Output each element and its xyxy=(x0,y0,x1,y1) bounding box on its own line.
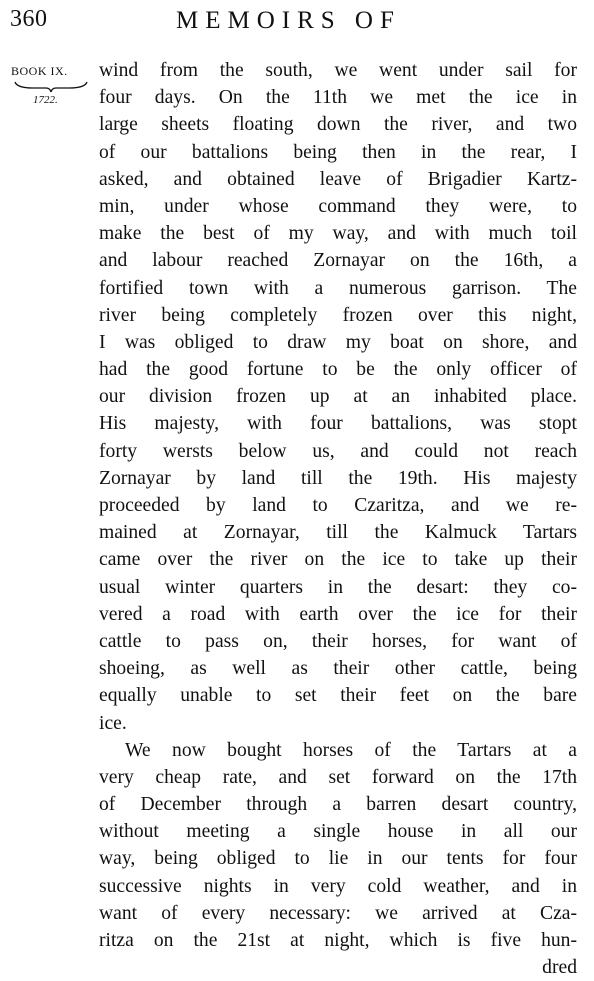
text-line: equally unable to set their feet on the bare xyxy=(99,685,577,707)
text-line: four days. On the 11th we met the ice in xyxy=(99,87,577,109)
body-text xyxy=(99,57,577,981)
running-title: MEMOIRS OF xyxy=(176,7,401,34)
margin-note xyxy=(11,64,93,106)
text-line: came over the river on the ice to take up their xyxy=(99,549,577,571)
text-line-paragraph-start: We now bought horses of the Tartars at a xyxy=(125,739,577,761)
text-line: wind from the south, we went under sail for xyxy=(99,60,577,81)
text-line-paragraph-end: ice. xyxy=(99,712,127,734)
text-line: I was obliged to draw my boat on shore, and xyxy=(99,331,577,353)
brace-ornament xyxy=(13,80,89,94)
text-line: our division frozen up at an inhabited place. xyxy=(99,386,577,408)
text-line: proceeded by land to Czaritza, and we re- xyxy=(99,495,577,516)
text-line: successive nights in very cold weather, and in xyxy=(99,875,577,897)
book-label: BOOK IX. xyxy=(11,64,68,78)
text-line: had the good fortune to be the only officer of xyxy=(99,359,577,381)
text-line: forty wersts below us, and could not reach xyxy=(99,440,577,462)
text-line: large sheets floating down the river, and two xyxy=(99,114,577,136)
text-line: mained at Zornayar, till the Kalmuck Tartars xyxy=(99,522,577,544)
text-line: river being completely frozen over this night, xyxy=(99,304,577,326)
text-line: without meeting a single house in all our xyxy=(99,821,577,843)
text-line: and labour reached Zornayar on the 16th, a xyxy=(99,250,577,272)
text-line: of our battalions being then in the rear, I xyxy=(99,141,577,163)
text-line: fortified town with a numerous garrison. The xyxy=(99,277,577,299)
text-line: min, under whose command they were, to xyxy=(99,195,577,217)
text-line: usual winter quarters in the desart: they co- xyxy=(99,576,577,598)
text-line: way, being obliged to lie in our tents for four xyxy=(99,848,577,870)
page-number: 360 xyxy=(10,6,48,32)
margin-year: 1722. xyxy=(33,94,58,106)
text-line: His majesty, with four battalions, was stopt xyxy=(99,413,577,435)
text-line: asked, and obtained leave of Brigadier Kartz- xyxy=(99,168,577,190)
text-line: cattle to pass on, their horses, for want of xyxy=(99,630,577,652)
text-line: of December through a barren desart country, xyxy=(99,794,577,816)
text-line: very cheap rate, and set forward on the 17th xyxy=(99,766,577,788)
text-line: want of every necessary: we arrived at Cza- xyxy=(99,902,577,924)
text-line: ritza on the 21st at night, which is five hun- xyxy=(99,930,577,951)
text-line: make the best of my way, and with much toil xyxy=(99,223,577,245)
catchword: dred xyxy=(542,957,577,979)
text-line: vered a road with earth over the ice for their xyxy=(99,603,577,625)
text-line: shoeing, as well as their other cattle, being xyxy=(99,658,577,680)
text-line: Zornayar by land till the 19th. His majesty xyxy=(99,467,577,489)
